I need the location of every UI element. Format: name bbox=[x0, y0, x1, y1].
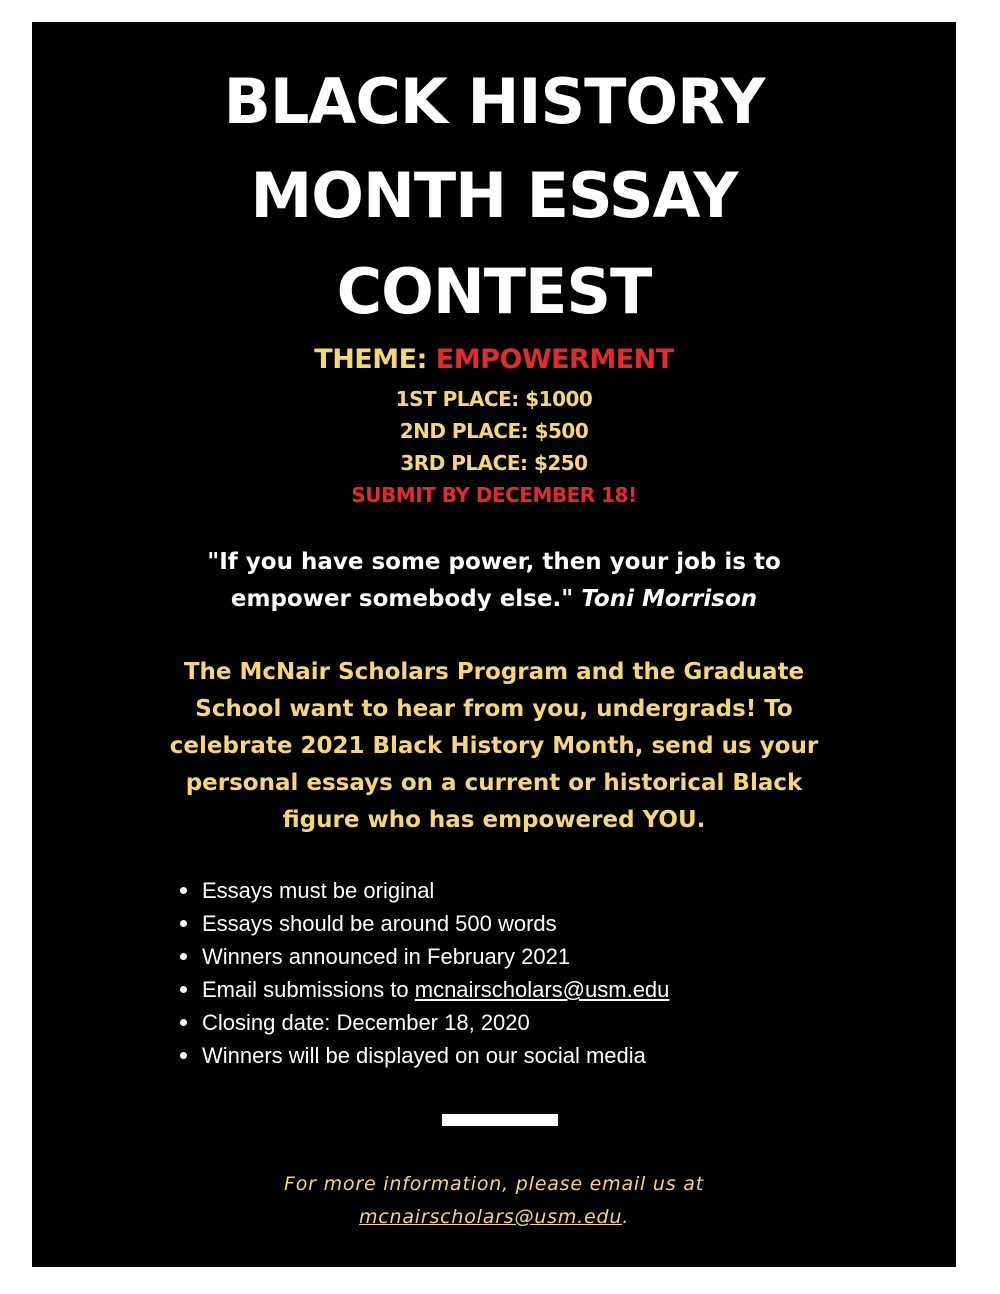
intro-paragraph: The McNair Scholars Program and the Graduate School want to hear from you, undergrads! To celebrate 2021 Black History Month, send us your personal essays on a current or historical Black figure who has empowered YOU. bbox=[169, 659, 819, 833]
list-item bbox=[180, 940, 669, 973]
footer-text: For more information, please email us at bbox=[284, 1173, 704, 1195]
rule-text: Winners announced in February 2021 bbox=[202, 944, 571, 969]
theme-label: THEME: bbox=[314, 344, 427, 375]
list-item bbox=[180, 1006, 669, 1039]
quote-text: "If you have some power, then your job is to empower somebody else." bbox=[207, 549, 781, 612]
rule-text: Essays must be original bbox=[202, 878, 435, 903]
rule-text: Winners will be displayed on our social media bbox=[202, 1043, 646, 1068]
theme-line bbox=[32, 340, 956, 380]
rule-text: Email submissions to bbox=[202, 977, 415, 1002]
footer-email-line bbox=[32, 1201, 956, 1234]
prize-third: 3RD PLACE: $250 bbox=[400, 451, 588, 475]
bullet-icon bbox=[180, 887, 187, 894]
deadline-notice: SUBMIT BY DECEMBER 18! bbox=[351, 483, 637, 507]
title-line-1: BLACK HISTORY bbox=[223, 65, 765, 138]
bullet-icon bbox=[180, 1019, 187, 1026]
bullet-icon bbox=[180, 920, 187, 927]
footer-period: . bbox=[622, 1206, 630, 1228]
title-line-3: CONTEST bbox=[336, 255, 652, 328]
prize-first: 1ST PLACE: $1000 bbox=[395, 387, 593, 411]
poster bbox=[32, 22, 956, 1267]
list-item bbox=[180, 1039, 669, 1072]
footer-email-link[interactable]: mcnairscholars@usm.edu bbox=[358, 1206, 623, 1228]
list-item bbox=[180, 874, 669, 907]
quote-author: Toni Morrison bbox=[581, 586, 758, 612]
quote bbox=[182, 544, 806, 618]
bullet-icon bbox=[180, 953, 187, 960]
footer bbox=[32, 1168, 956, 1234]
title-line-2: MONTH ESSAY bbox=[250, 159, 738, 232]
rule-text: Essays should be around 500 words bbox=[202, 911, 557, 936]
divider bbox=[442, 1114, 558, 1126]
rules-list bbox=[180, 874, 669, 1072]
submission-email-link[interactable]: mcnairscholars@usm.edu bbox=[414, 977, 670, 1002]
theme-value: EMPOWERMENT bbox=[435, 344, 674, 375]
list-item bbox=[180, 973, 669, 1006]
list-item bbox=[180, 907, 669, 940]
bullet-icon bbox=[180, 1052, 187, 1059]
prize-second: 2ND PLACE: $500 bbox=[399, 419, 589, 443]
rule-text: Closing date: December 18, 2020 bbox=[202, 1010, 530, 1035]
bullet-icon bbox=[180, 986, 187, 993]
